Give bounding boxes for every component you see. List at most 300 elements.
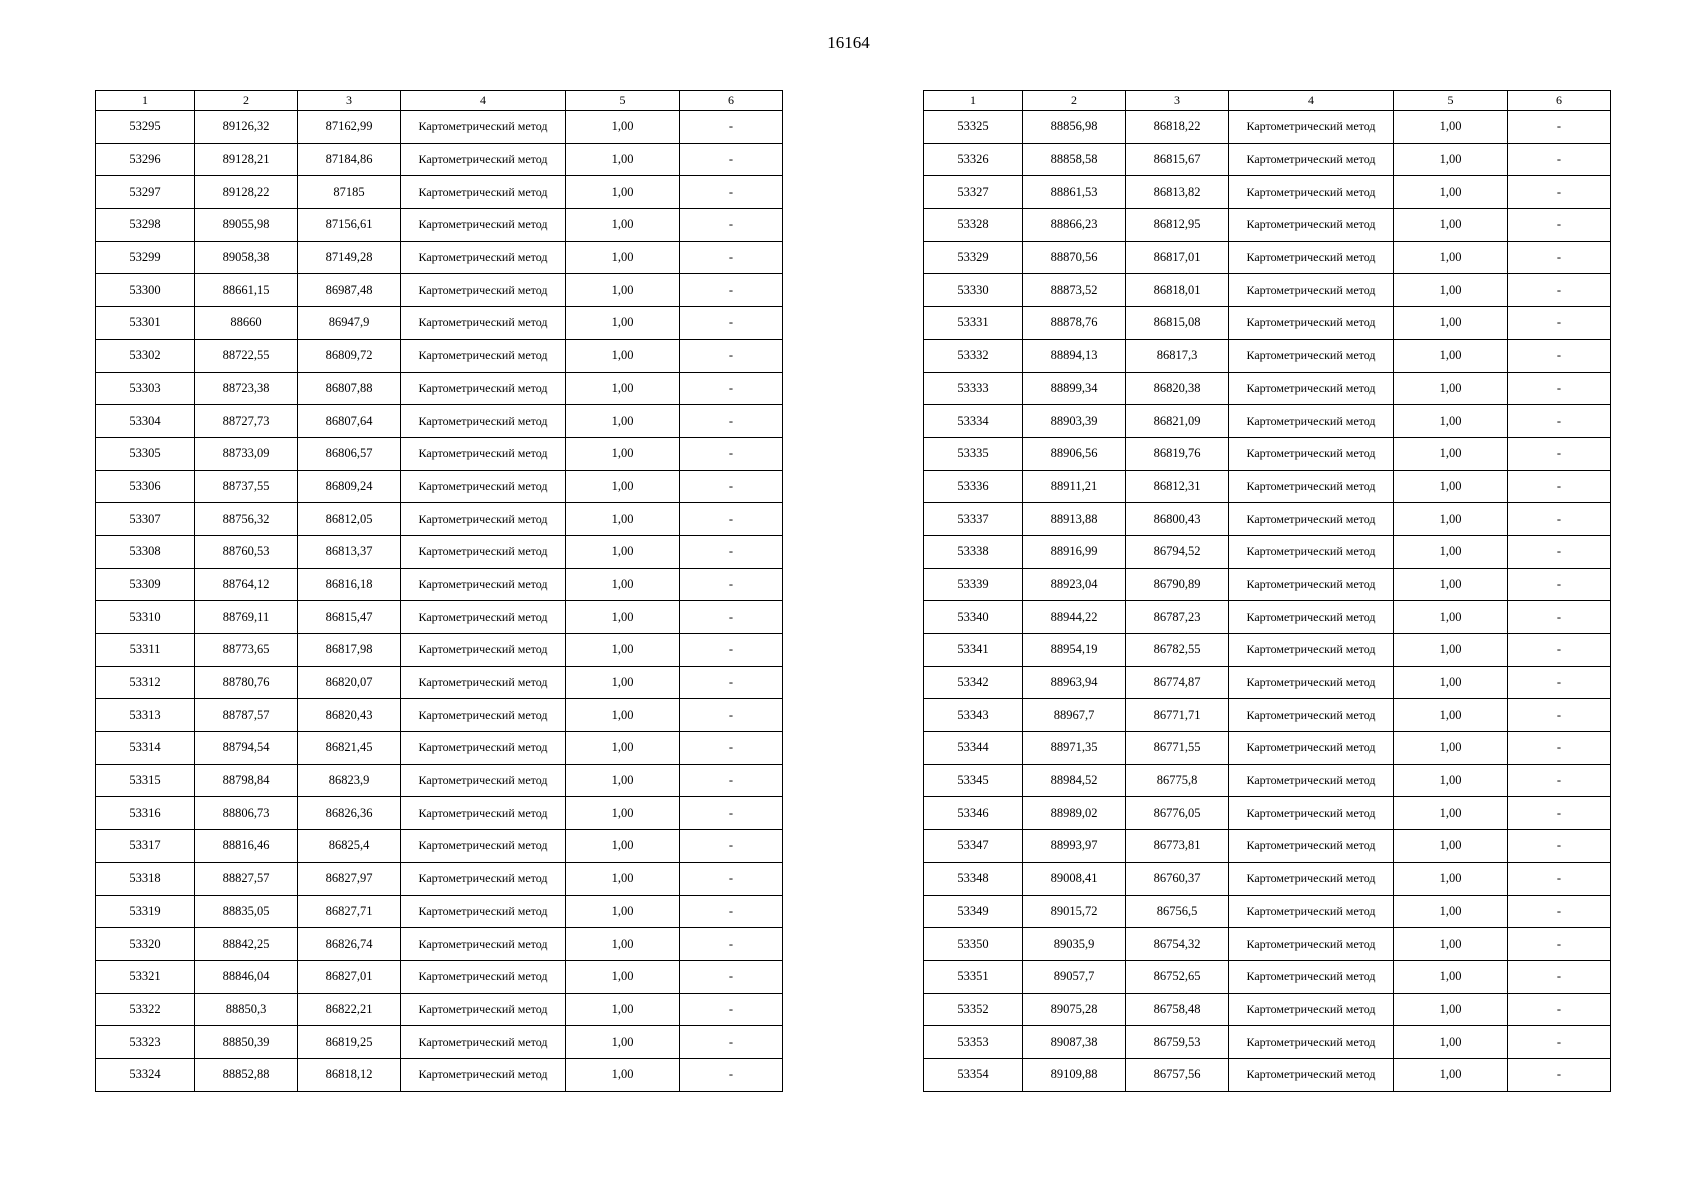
method-cell: Картометрический метод	[1229, 666, 1394, 699]
accuracy-cell: 1,00	[1394, 895, 1508, 928]
point-number-cell: 53345	[924, 764, 1023, 797]
y-coordinate-cell: 86774,87	[1126, 666, 1229, 699]
point-number-cell: 53349	[924, 895, 1023, 928]
method-cell: Картометрический метод	[401, 1058, 566, 1091]
note-cell: -	[1508, 960, 1611, 993]
table-row	[924, 830, 1611, 863]
table-row	[924, 960, 1611, 993]
y-coordinate-cell: 86818,12	[298, 1058, 401, 1091]
column-header-6: 6	[680, 91, 783, 111]
x-coordinate-cell: 88816,46	[195, 830, 298, 863]
accuracy-cell: 1,00	[1394, 405, 1508, 438]
x-coordinate-cell: 88967,7	[1023, 699, 1126, 732]
y-coordinate-cell: 86775,8	[1126, 764, 1229, 797]
note-cell: -	[1508, 176, 1611, 209]
note-cell: -	[680, 699, 783, 732]
table-row	[96, 535, 783, 568]
column-header-5: 5	[566, 91, 680, 111]
y-coordinate-cell: 86800,43	[1126, 503, 1229, 536]
method-cell: Картометрический метод	[401, 176, 566, 209]
note-cell: -	[1508, 209, 1611, 242]
table-row	[96, 1058, 783, 1091]
x-coordinate-cell: 88850,3	[195, 993, 298, 1026]
note-cell: -	[1508, 666, 1611, 699]
x-coordinate-cell: 89055,98	[195, 209, 298, 242]
x-coordinate-cell: 88856,98	[1023, 111, 1126, 144]
column-header-4: 4	[1229, 91, 1394, 111]
note-cell: -	[1508, 274, 1611, 307]
y-coordinate-cell: 86812,31	[1126, 470, 1229, 503]
point-number-cell: 53306	[96, 470, 195, 503]
point-number-cell: 53319	[96, 895, 195, 928]
y-coordinate-cell: 86812,05	[298, 503, 401, 536]
page-number: 16164	[827, 33, 870, 52]
accuracy-cell: 1,00	[566, 764, 680, 797]
x-coordinate-cell: 89109,88	[1023, 1058, 1126, 1091]
x-coordinate-cell: 88971,35	[1023, 732, 1126, 765]
column-header-2: 2	[1023, 91, 1126, 111]
point-number-cell: 53325	[924, 111, 1023, 144]
y-coordinate-cell: 86760,37	[1126, 862, 1229, 895]
method-cell: Картометрический метод	[401, 143, 566, 176]
point-number-cell: 53351	[924, 960, 1023, 993]
table-row	[924, 437, 1611, 470]
table-row	[924, 797, 1611, 830]
accuracy-cell: 1,00	[566, 601, 680, 634]
accuracy-cell: 1,00	[566, 470, 680, 503]
point-number-cell: 53315	[96, 764, 195, 797]
table-row	[924, 111, 1611, 144]
note-cell: -	[1508, 111, 1611, 144]
y-coordinate-cell: 86947,9	[298, 307, 401, 340]
note-cell: -	[1508, 601, 1611, 634]
point-number-cell: 53352	[924, 993, 1023, 1026]
note-cell: -	[1508, 307, 1611, 340]
point-number-cell: 53320	[96, 928, 195, 961]
accuracy-cell: 1,00	[566, 797, 680, 830]
point-number-cell: 53301	[96, 307, 195, 340]
y-coordinate-cell: 87149,28	[298, 241, 401, 274]
x-coordinate-cell: 88827,57	[195, 862, 298, 895]
table-row	[924, 372, 1611, 405]
x-coordinate-cell: 88780,76	[195, 666, 298, 699]
table-row	[924, 339, 1611, 372]
table-body	[96, 111, 783, 1092]
accuracy-cell: 1,00	[1394, 928, 1508, 961]
table-row	[96, 111, 783, 144]
y-coordinate-cell: 86826,74	[298, 928, 401, 961]
point-number-cell: 53295	[96, 111, 195, 144]
accuracy-cell: 1,00	[566, 666, 680, 699]
method-cell: Картометрический метод	[401, 732, 566, 765]
x-coordinate-cell: 88764,12	[195, 568, 298, 601]
table-row	[924, 764, 1611, 797]
note-cell: -	[680, 241, 783, 274]
x-coordinate-cell: 88873,52	[1023, 274, 1126, 307]
accuracy-cell: 1,00	[1394, 666, 1508, 699]
note-cell: -	[680, 372, 783, 405]
method-cell: Картометрический метод	[401, 535, 566, 568]
note-cell: -	[680, 764, 783, 797]
note-cell: -	[1508, 241, 1611, 274]
accuracy-cell: 1,00	[566, 568, 680, 601]
note-cell: -	[1508, 1058, 1611, 1091]
note-cell: -	[680, 830, 783, 863]
method-cell: Картометрический метод	[1229, 601, 1394, 634]
y-coordinate-cell: 86819,76	[1126, 437, 1229, 470]
column-header-3: 3	[1126, 91, 1229, 111]
x-coordinate-cell: 88878,76	[1023, 307, 1126, 340]
note-cell: -	[1508, 437, 1611, 470]
y-coordinate-cell: 86807,64	[298, 405, 401, 438]
note-cell: -	[680, 1058, 783, 1091]
point-number-cell: 53304	[96, 405, 195, 438]
method-cell: Картометрический метод	[401, 797, 566, 830]
accuracy-cell: 1,00	[566, 830, 680, 863]
accuracy-cell: 1,00	[566, 241, 680, 274]
method-cell: Картометрический метод	[1229, 928, 1394, 961]
table-row	[96, 405, 783, 438]
coordinates-table-right	[923, 90, 1611, 1092]
table-row	[96, 960, 783, 993]
point-number-cell: 53353	[924, 1026, 1023, 1059]
accuracy-cell: 1,00	[1394, 601, 1508, 634]
point-number-cell: 53312	[96, 666, 195, 699]
x-coordinate-cell: 88903,39	[1023, 405, 1126, 438]
method-cell: Картометрический метод	[401, 503, 566, 536]
note-cell: -	[680, 862, 783, 895]
x-coordinate-cell: 89087,38	[1023, 1026, 1126, 1059]
table-header	[96, 91, 783, 111]
x-coordinate-cell: 88984,52	[1023, 764, 1126, 797]
note-cell: -	[680, 176, 783, 209]
x-coordinate-cell: 88794,54	[195, 732, 298, 765]
method-cell: Картометрический метод	[1229, 699, 1394, 732]
x-coordinate-cell: 88913,88	[1023, 503, 1126, 536]
point-number-cell: 53298	[96, 209, 195, 242]
accuracy-cell: 1,00	[566, 307, 680, 340]
y-coordinate-cell: 86782,55	[1126, 634, 1229, 667]
table-row	[924, 732, 1611, 765]
column-header-5: 5	[1394, 91, 1508, 111]
method-cell: Картометрический метод	[1229, 1026, 1394, 1059]
x-coordinate-cell: 88954,19	[1023, 634, 1126, 667]
method-cell: Картометрический метод	[401, 241, 566, 274]
table-row	[924, 1026, 1611, 1059]
table-row	[96, 241, 783, 274]
table-row	[96, 437, 783, 470]
method-cell: Картометрический метод	[1229, 732, 1394, 765]
accuracy-cell: 1,00	[1394, 764, 1508, 797]
note-cell: -	[680, 111, 783, 144]
y-coordinate-cell: 86813,82	[1126, 176, 1229, 209]
y-coordinate-cell: 86758,48	[1126, 993, 1229, 1026]
table-row	[924, 470, 1611, 503]
table-row	[96, 209, 783, 242]
accuracy-cell: 1,00	[1394, 437, 1508, 470]
table-row	[96, 928, 783, 961]
accuracy-cell: 1,00	[566, 732, 680, 765]
point-number-cell: 53322	[96, 993, 195, 1026]
y-coordinate-cell: 86822,21	[298, 993, 401, 1026]
point-number-cell: 53323	[96, 1026, 195, 1059]
point-number-cell: 53347	[924, 830, 1023, 863]
x-coordinate-cell: 88923,04	[1023, 568, 1126, 601]
accuracy-cell: 1,00	[566, 503, 680, 536]
x-coordinate-cell: 88866,23	[1023, 209, 1126, 242]
y-coordinate-cell: 86987,48	[298, 274, 401, 307]
table-row	[924, 503, 1611, 536]
point-number-cell: 53324	[96, 1058, 195, 1091]
accuracy-cell: 1,00	[1394, 732, 1508, 765]
method-cell: Картометрический метод	[401, 960, 566, 993]
x-coordinate-cell: 89058,38	[195, 241, 298, 274]
point-number-cell: 53313	[96, 699, 195, 732]
x-coordinate-cell: 89015,72	[1023, 895, 1126, 928]
note-cell: -	[1508, 503, 1611, 536]
method-cell: Картометрический метод	[401, 274, 566, 307]
table-row	[924, 143, 1611, 176]
note-cell: -	[1508, 699, 1611, 732]
table-row	[924, 601, 1611, 634]
table-row	[924, 928, 1611, 961]
point-number-cell: 53326	[924, 143, 1023, 176]
x-coordinate-cell: 88894,13	[1023, 339, 1126, 372]
accuracy-cell: 1,00	[1394, 993, 1508, 1026]
accuracy-cell: 1,00	[566, 405, 680, 438]
note-cell: -	[1508, 830, 1611, 863]
y-coordinate-cell: 86827,71	[298, 895, 401, 928]
note-cell: -	[680, 1026, 783, 1059]
y-coordinate-cell: 86821,45	[298, 732, 401, 765]
point-number-cell: 53341	[924, 634, 1023, 667]
method-cell: Картометрический метод	[1229, 993, 1394, 1026]
table-row	[924, 176, 1611, 209]
x-coordinate-cell: 88906,56	[1023, 437, 1126, 470]
accuracy-cell: 1,00	[566, 535, 680, 568]
accuracy-cell: 1,00	[1394, 862, 1508, 895]
y-coordinate-cell: 86815,67	[1126, 143, 1229, 176]
accuracy-cell: 1,00	[566, 1058, 680, 1091]
y-coordinate-cell: 86816,18	[298, 568, 401, 601]
accuracy-cell: 1,00	[566, 928, 680, 961]
accuracy-cell: 1,00	[566, 176, 680, 209]
accuracy-cell: 1,00	[1394, 699, 1508, 732]
point-number-cell: 53333	[924, 372, 1023, 405]
method-cell: Картометрический метод	[401, 764, 566, 797]
accuracy-cell: 1,00	[1394, 372, 1508, 405]
point-number-cell: 53310	[96, 601, 195, 634]
x-coordinate-cell: 88773,65	[195, 634, 298, 667]
y-coordinate-cell: 86773,81	[1126, 830, 1229, 863]
point-number-cell: 53343	[924, 699, 1023, 732]
x-coordinate-cell: 88660	[195, 307, 298, 340]
table-row	[924, 1058, 1611, 1091]
point-number-cell: 53321	[96, 960, 195, 993]
table-row	[96, 830, 783, 863]
accuracy-cell: 1,00	[566, 143, 680, 176]
note-cell: -	[680, 928, 783, 961]
point-number-cell: 53340	[924, 601, 1023, 634]
y-coordinate-cell: 86752,65	[1126, 960, 1229, 993]
y-coordinate-cell: 86827,97	[298, 862, 401, 895]
table-row	[96, 764, 783, 797]
x-coordinate-cell: 88760,53	[195, 535, 298, 568]
point-number-cell: 53344	[924, 732, 1023, 765]
point-number-cell: 53296	[96, 143, 195, 176]
accuracy-cell: 1,00	[1394, 470, 1508, 503]
accuracy-cell: 1,00	[566, 1026, 680, 1059]
x-coordinate-cell: 88769,11	[195, 601, 298, 634]
y-coordinate-cell: 86818,22	[1126, 111, 1229, 144]
table-row	[924, 895, 1611, 928]
x-coordinate-cell: 88733,09	[195, 437, 298, 470]
accuracy-cell: 1,00	[1394, 503, 1508, 536]
x-coordinate-cell: 88756,32	[195, 503, 298, 536]
method-cell: Картометрический метод	[1229, 274, 1394, 307]
y-coordinate-cell: 86815,08	[1126, 307, 1229, 340]
note-cell: -	[1508, 895, 1611, 928]
accuracy-cell: 1,00	[1394, 634, 1508, 667]
method-cell: Картометрический метод	[1229, 830, 1394, 863]
method-cell: Картометрический метод	[401, 568, 566, 601]
point-number-cell: 53342	[924, 666, 1023, 699]
note-cell: -	[680, 895, 783, 928]
point-number-cell: 53327	[924, 176, 1023, 209]
point-number-cell: 53328	[924, 209, 1023, 242]
point-number-cell: 53297	[96, 176, 195, 209]
point-number-cell: 53339	[924, 568, 1023, 601]
accuracy-cell: 1,00	[1394, 143, 1508, 176]
note-cell: -	[680, 634, 783, 667]
table-body	[924, 111, 1611, 1092]
y-coordinate-cell: 86817,3	[1126, 339, 1229, 372]
table-row	[96, 862, 783, 895]
method-cell: Картометрический метод	[401, 111, 566, 144]
method-cell: Картометрический метод	[401, 993, 566, 1026]
method-cell: Картометрический метод	[1229, 634, 1394, 667]
column-header-4: 4	[401, 91, 566, 111]
point-number-cell: 53337	[924, 503, 1023, 536]
x-coordinate-cell: 88916,99	[1023, 535, 1126, 568]
method-cell: Картометрический метод	[1229, 797, 1394, 830]
point-number-cell: 53334	[924, 405, 1023, 438]
x-coordinate-cell: 89126,32	[195, 111, 298, 144]
x-coordinate-cell: 89075,28	[1023, 993, 1126, 1026]
note-cell: -	[680, 274, 783, 307]
y-coordinate-cell: 86817,01	[1126, 241, 1229, 274]
point-number-cell: 53318	[96, 862, 195, 895]
accuracy-cell: 1,00	[1394, 1058, 1508, 1091]
note-cell: -	[680, 993, 783, 1026]
x-coordinate-cell: 88963,94	[1023, 666, 1126, 699]
y-coordinate-cell: 86771,55	[1126, 732, 1229, 765]
x-coordinate-cell: 88852,88	[195, 1058, 298, 1091]
x-coordinate-cell: 88722,55	[195, 339, 298, 372]
note-cell: -	[680, 437, 783, 470]
y-coordinate-cell: 86815,47	[298, 601, 401, 634]
note-cell: -	[680, 405, 783, 438]
point-number-cell: 53317	[96, 830, 195, 863]
method-cell: Картометрический метод	[401, 862, 566, 895]
table-header	[924, 91, 1611, 111]
table-row	[924, 274, 1611, 307]
table-row	[96, 470, 783, 503]
accuracy-cell: 1,00	[566, 699, 680, 732]
y-coordinate-cell: 86827,01	[298, 960, 401, 993]
y-coordinate-cell: 86809,72	[298, 339, 401, 372]
x-coordinate-cell: 88850,39	[195, 1026, 298, 1059]
table-row	[96, 699, 783, 732]
note-cell: -	[680, 339, 783, 372]
method-cell: Картометрический метод	[1229, 176, 1394, 209]
x-coordinate-cell: 88911,21	[1023, 470, 1126, 503]
x-coordinate-cell: 88870,56	[1023, 241, 1126, 274]
table-row	[96, 176, 783, 209]
y-coordinate-cell: 86825,4	[298, 830, 401, 863]
method-cell: Картометрический метод	[401, 666, 566, 699]
point-number-cell: 53350	[924, 928, 1023, 961]
y-coordinate-cell: 86821,09	[1126, 405, 1229, 438]
note-cell: -	[1508, 634, 1611, 667]
y-coordinate-cell: 86776,05	[1126, 797, 1229, 830]
accuracy-cell: 1,00	[566, 634, 680, 667]
table-row	[96, 339, 783, 372]
method-cell: Картометрический метод	[401, 209, 566, 242]
note-cell: -	[1508, 1026, 1611, 1059]
accuracy-cell: 1,00	[1394, 960, 1508, 993]
method-cell: Картометрический метод	[1229, 372, 1394, 405]
y-coordinate-cell: 86806,57	[298, 437, 401, 470]
y-coordinate-cell: 86794,52	[1126, 535, 1229, 568]
accuracy-cell: 1,00	[1394, 111, 1508, 144]
table-row	[924, 405, 1611, 438]
table-row	[96, 601, 783, 634]
accuracy-cell: 1,00	[1394, 797, 1508, 830]
method-cell: Картометрический метод	[1229, 470, 1394, 503]
y-coordinate-cell: 86771,71	[1126, 699, 1229, 732]
accuracy-cell: 1,00	[1394, 830, 1508, 863]
accuracy-cell: 1,00	[566, 209, 680, 242]
y-coordinate-cell: 86817,98	[298, 634, 401, 667]
method-cell: Картометрический метод	[401, 634, 566, 667]
accuracy-cell: 1,00	[566, 339, 680, 372]
table-row	[924, 568, 1611, 601]
point-number-cell: 53331	[924, 307, 1023, 340]
y-coordinate-cell: 87184,86	[298, 143, 401, 176]
x-coordinate-cell: 88737,55	[195, 470, 298, 503]
accuracy-cell: 1,00	[1394, 241, 1508, 274]
method-cell: Картометрический метод	[1229, 307, 1394, 340]
accuracy-cell: 1,00	[1394, 535, 1508, 568]
method-cell: Картометрический метод	[1229, 209, 1394, 242]
column-header-1: 1	[924, 91, 1023, 111]
method-cell: Картометрический метод	[1229, 111, 1394, 144]
x-coordinate-cell: 89035,9	[1023, 928, 1126, 961]
column-header-1: 1	[96, 91, 195, 111]
header-row	[96, 91, 783, 111]
table-row	[96, 895, 783, 928]
table-row	[924, 666, 1611, 699]
method-cell: Картометрический метод	[1229, 241, 1394, 274]
method-cell: Картометрический метод	[401, 895, 566, 928]
point-number-cell: 53305	[96, 437, 195, 470]
y-coordinate-cell: 86809,24	[298, 470, 401, 503]
note-cell: -	[1508, 143, 1611, 176]
note-cell: -	[680, 732, 783, 765]
note-cell: -	[1508, 405, 1611, 438]
note-cell: -	[1508, 862, 1611, 895]
